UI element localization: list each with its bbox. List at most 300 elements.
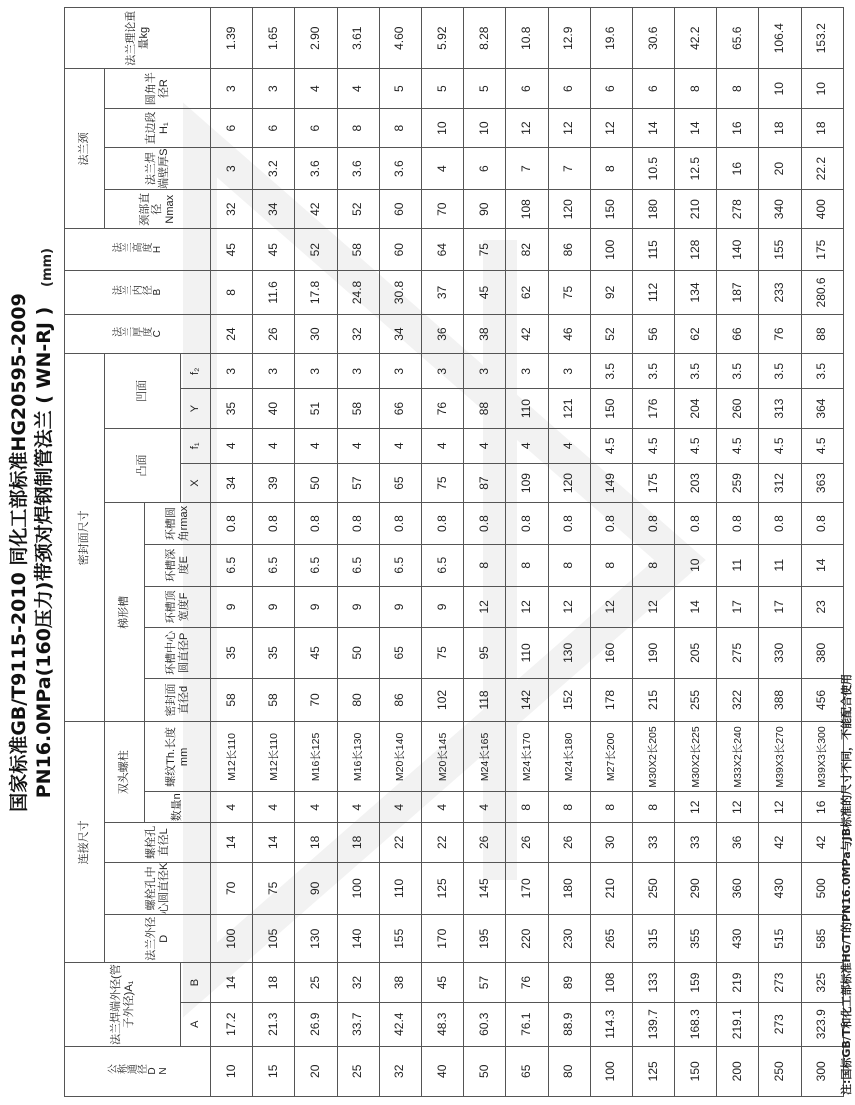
cell-n: 4 [337, 792, 379, 823]
header-S: 法兰焊端壁厚S [105, 148, 211, 190]
cell-P: 275 [717, 628, 759, 678]
cell-L: 36 [717, 823, 759, 862]
cell-kg: 1.39 [211, 8, 253, 69]
cell-L: 42 [801, 823, 843, 862]
cell-th: M39X3长300 [801, 722, 843, 792]
cell-N: 120 [548, 189, 590, 228]
cell-L: 18 [337, 823, 379, 862]
cell-L: 42 [759, 823, 801, 862]
cell-S: 3.6 [379, 148, 421, 190]
cell-f1: 4 [337, 428, 379, 463]
cell-N: 340 [759, 189, 801, 228]
cell-dn: 200 [717, 1046, 759, 1096]
cell-H1: 18 [759, 108, 801, 147]
cell-bore: 187 [717, 271, 759, 315]
cell-dn: 20 [295, 1046, 337, 1096]
cell-D: 140 [337, 915, 379, 963]
cell-b: 25 [295, 963, 337, 1002]
cell-K: 180 [548, 862, 590, 915]
cell-D: 220 [506, 915, 548, 963]
header-L: 螺栓孔直径L [105, 823, 211, 862]
cell-H: 45 [253, 229, 295, 271]
cell-d: 58 [211, 678, 253, 722]
table-row [506, 8, 548, 1097]
cell-F: 17 [759, 586, 801, 628]
cell-Y: 76 [421, 389, 463, 428]
header-R: 圆角半径R [105, 69, 211, 108]
cell-D: 100 [211, 915, 253, 963]
cell-X: 75 [421, 463, 463, 502]
cell-n: 8 [548, 792, 590, 823]
cell-a: 114.3 [590, 1002, 632, 1046]
cell-H1: 12 [548, 108, 590, 147]
cell-kg: 4.60 [379, 8, 421, 69]
cell-E: 6.5 [337, 544, 379, 586]
table-row [464, 8, 506, 1097]
cell-b: 325 [801, 963, 843, 1002]
cell-K: 170 [506, 862, 548, 915]
cell-a: 42.4 [379, 1002, 421, 1046]
header-K: 螺栓孔中心圆直径K [105, 862, 211, 915]
cell-N: 210 [675, 189, 717, 228]
cell-f2: 3 [295, 354, 337, 389]
cell-E: 11 [759, 544, 801, 586]
cell-kg: 42.2 [675, 8, 717, 69]
cell-f2: 3 [548, 354, 590, 389]
cell-F: 9 [379, 586, 421, 628]
table-body [211, 8, 844, 1097]
cell-f1: 4 [421, 428, 463, 463]
cell-D: 355 [675, 915, 717, 963]
cell-X: 34 [211, 463, 253, 502]
cell-C: 52 [590, 314, 632, 353]
cell-S: 3 [211, 148, 253, 190]
cell-E: 6.5 [253, 544, 295, 586]
cell-P: 35 [253, 628, 295, 678]
header-th: 螺纹Th.长度mm [145, 722, 211, 792]
cell-r: 0.8 [675, 503, 717, 545]
cell-S: 10.5 [632, 148, 674, 190]
cell-r: 0.8 [421, 503, 463, 545]
cell-th: M12长110 [211, 722, 253, 792]
table-row [421, 8, 463, 1097]
cell-P: 110 [506, 628, 548, 678]
cell-P: 95 [464, 628, 506, 678]
cell-b: 57 [464, 963, 506, 1002]
cell-K: 75 [253, 862, 295, 915]
header-neck-group: 法兰颈 [65, 69, 105, 229]
cell-b: 38 [379, 963, 421, 1002]
cell-a: 273 [759, 1002, 801, 1046]
cell-dn: 250 [759, 1046, 801, 1096]
header-r: 环槽圆角rmax [145, 503, 211, 545]
cell-X: 57 [337, 463, 379, 502]
cell-P: 205 [675, 628, 717, 678]
header-H: 法兰高度H [65, 229, 211, 271]
header-kg: 法兰理论重量kg [65, 8, 211, 69]
cell-a: 26.9 [295, 1002, 337, 1046]
cell-P: 330 [759, 628, 801, 678]
cell-Y: 313 [759, 389, 801, 428]
cell-E: 6.5 [379, 544, 421, 586]
cell-f1: 4.5 [759, 428, 801, 463]
cell-b: 219 [717, 963, 759, 1002]
cell-R: 4 [337, 69, 379, 108]
cell-b: 159 [675, 963, 717, 1002]
cell-H1: 12 [506, 108, 548, 147]
cell-D: 430 [717, 915, 759, 963]
cell-H1: 14 [675, 108, 717, 147]
cell-F: 12 [590, 586, 632, 628]
cell-f1: 4.5 [801, 428, 843, 463]
cell-F: 12 [548, 586, 590, 628]
cell-S: 20 [759, 148, 801, 190]
cell-n: 4 [379, 792, 421, 823]
table-row [590, 8, 632, 1097]
cell-th: M27长200 [590, 722, 632, 792]
header-stud-group: 双头螺柱 [105, 722, 145, 823]
cell-F: 23 [801, 586, 843, 628]
cell-a: 139.7 [632, 1002, 674, 1046]
cell-P: 75 [421, 628, 463, 678]
cell-n: 8 [632, 792, 674, 823]
cell-r: 0.8 [379, 503, 421, 545]
cell-L: 22 [421, 823, 463, 862]
cell-R: 8 [717, 69, 759, 108]
cell-H: 82 [506, 229, 548, 271]
cell-N: 180 [632, 189, 674, 228]
cell-f1: 4.5 [590, 428, 632, 463]
title-block [2, 0, 60, 1105]
cell-H1: 18 [801, 108, 843, 147]
cell-n: 4 [211, 792, 253, 823]
cell-H1: 14 [632, 108, 674, 147]
cell-N: 150 [590, 189, 632, 228]
cell-H1: 10 [421, 108, 463, 147]
cell-kg: 19.6 [590, 8, 632, 69]
cell-f2: 3.5 [759, 354, 801, 389]
cell-f1: 4 [464, 428, 506, 463]
table-row [253, 8, 295, 1097]
header-b: B [181, 963, 211, 1002]
cell-bore: 24.8 [337, 271, 379, 315]
cell-F: 14 [675, 586, 717, 628]
cell-H1: 6 [211, 108, 253, 147]
cell-C: 88 [801, 314, 843, 353]
cell-dn: 100 [590, 1046, 632, 1096]
cell-r: 0.8 [295, 503, 337, 545]
cell-K: 360 [717, 862, 759, 915]
cell-R: 4 [295, 69, 337, 108]
cell-dn: 150 [675, 1046, 717, 1096]
cell-S: 6 [464, 148, 506, 190]
cell-n: 12 [759, 792, 801, 823]
cell-n: 4 [464, 792, 506, 823]
title-line-2: PN16.0MPa(160压力)带颈对焊钢制管法兰 ( WN-RJ ) [33, 306, 55, 799]
cell-n: 8 [506, 792, 548, 823]
cell-r: 0.8 [717, 503, 759, 545]
cell-C: 76 [759, 314, 801, 353]
cell-kg: 3.61 [337, 8, 379, 69]
cell-K: 145 [464, 862, 506, 915]
cell-H1: 6 [295, 108, 337, 147]
header-connect-group: 连接尺寸 [65, 722, 105, 963]
cell-N: 34 [253, 189, 295, 228]
cell-F: 9 [295, 586, 337, 628]
cell-bore: 75 [548, 271, 590, 315]
cell-dn: 300 [801, 1046, 843, 1096]
cell-f1: 4 [379, 428, 421, 463]
cell-r: 0.8 [464, 503, 506, 545]
cell-X: 65 [379, 463, 421, 502]
cell-dn: 40 [421, 1046, 463, 1096]
cell-bore: 134 [675, 271, 717, 315]
cell-Y: 66 [379, 389, 421, 428]
cell-f2: 3.5 [632, 354, 674, 389]
cell-d: 58 [253, 678, 295, 722]
cell-f2: 3.5 [717, 354, 759, 389]
cell-K: 100 [337, 862, 379, 915]
cell-L: 26 [506, 823, 548, 862]
cell-F: 9 [421, 586, 463, 628]
header-trap-group: 梯形槽 [105, 503, 145, 722]
cell-S: 12.5 [675, 148, 717, 190]
cell-a: 48.3 [421, 1002, 463, 1046]
cell-X: 259 [717, 463, 759, 502]
cell-H1: 6 [253, 108, 295, 147]
cell-R: 5 [464, 69, 506, 108]
cell-dn: 10 [211, 1046, 253, 1096]
cell-Y: 110 [506, 389, 548, 428]
cell-f2: 3 [506, 354, 548, 389]
header-dn: 公称通径DN [65, 1046, 211, 1096]
cell-H1: 12 [590, 108, 632, 147]
cell-th: M24长165 [464, 722, 506, 792]
table-row [337, 8, 379, 1097]
cell-C: 38 [464, 314, 506, 353]
cell-H: 128 [675, 229, 717, 271]
unit-label: (mm) [40, 248, 55, 287]
footnote: 注:国标GB/T和化工部标准HG/T的PN16.0MPa与JB标准的尺寸不同，不能配合使用 [840, 673, 853, 1095]
cell-f1: 4 [211, 428, 253, 463]
table-row [295, 8, 337, 1097]
cell-r: 0.8 [632, 503, 674, 545]
cell-K: 90 [295, 862, 337, 915]
cell-C: 26 [253, 314, 295, 353]
cell-C: 34 [379, 314, 421, 353]
header-recess-group: 凹面 [105, 354, 181, 429]
cell-bore: 112 [632, 271, 674, 315]
cell-L: 22 [379, 823, 421, 862]
cell-a: 76.1 [506, 1002, 548, 1046]
cell-H1: 8 [379, 108, 421, 147]
cell-X: 203 [675, 463, 717, 502]
cell-dn: 80 [548, 1046, 590, 1096]
cell-f1: 4 [506, 428, 548, 463]
cell-Y: 204 [675, 389, 717, 428]
cell-N: 278 [717, 189, 759, 228]
cell-P: 50 [337, 628, 379, 678]
cell-d: 456 [801, 678, 843, 722]
cell-E: 6.5 [211, 544, 253, 586]
cell-th: M24长170 [506, 722, 548, 792]
header-f1: f₁ [181, 428, 211, 463]
cell-kg: 65.6 [717, 8, 759, 69]
cell-f1: 4 [253, 428, 295, 463]
cell-P: 380 [801, 628, 843, 678]
cell-H: 64 [421, 229, 463, 271]
cell-Y: 40 [253, 389, 295, 428]
table-row [379, 8, 421, 1097]
cell-d: 215 [632, 678, 674, 722]
cell-S: 3.6 [295, 148, 337, 190]
cell-N: 60 [379, 189, 421, 228]
cell-X: 312 [759, 463, 801, 502]
cell-kg: 10.8 [506, 8, 548, 69]
header-H1: 直边段H₁ [105, 108, 211, 147]
cell-L: 30 [590, 823, 632, 862]
cell-R: 3 [211, 69, 253, 108]
cell-Y: 35 [211, 389, 253, 428]
cell-n: 12 [717, 792, 759, 823]
header-Y: Y [181, 389, 211, 428]
cell-Y: 260 [717, 389, 759, 428]
cell-C: 36 [421, 314, 463, 353]
cell-E: 8 [590, 544, 632, 586]
cell-th: M33X2长240 [717, 722, 759, 792]
cell-R: 3 [253, 69, 295, 108]
cell-r: 0.8 [801, 503, 843, 545]
cell-R: 6 [506, 69, 548, 108]
cell-L: 14 [253, 823, 295, 862]
cell-n: 8 [590, 792, 632, 823]
cell-F: 9 [337, 586, 379, 628]
cell-d: 80 [337, 678, 379, 722]
cell-K: 210 [590, 862, 632, 915]
cell-r: 0.8 [548, 503, 590, 545]
cell-d: 102 [421, 678, 463, 722]
cell-H: 60 [379, 229, 421, 271]
cell-P: 65 [379, 628, 421, 678]
cell-d: 152 [548, 678, 590, 722]
cell-H1: 10 [464, 108, 506, 147]
cell-F: 12 [632, 586, 674, 628]
cell-P: 35 [211, 628, 253, 678]
cell-b: 133 [632, 963, 674, 1002]
header-d: 密封面直径d [145, 678, 211, 722]
cell-S: 3.2 [253, 148, 295, 190]
cell-f2: 3 [211, 354, 253, 389]
cell-bore: 280.6 [801, 271, 843, 315]
cell-Y: 364 [801, 389, 843, 428]
cell-K: 430 [759, 862, 801, 915]
cell-Y: 121 [548, 389, 590, 428]
cell-b: 273 [759, 963, 801, 1002]
header-seal-group: 密封面尺寸 [65, 354, 105, 722]
cell-F: 12 [506, 586, 548, 628]
cell-S: 3.6 [337, 148, 379, 190]
cell-E: 6.5 [295, 544, 337, 586]
cell-kg: 2.90 [295, 8, 337, 69]
cell-th: M12长110 [253, 722, 295, 792]
cell-H: 115 [632, 229, 674, 271]
cell-H: 58 [337, 229, 379, 271]
cell-H: 155 [759, 229, 801, 271]
cell-P: 130 [548, 628, 590, 678]
cell-X: 39 [253, 463, 295, 502]
cell-E: 8 [548, 544, 590, 586]
cell-kg: 12.9 [548, 8, 590, 69]
cell-E: 8 [506, 544, 548, 586]
header-C: 法兰厚度C [65, 314, 211, 353]
header-od-group: 法兰焊端外径(管子外径)A₁ [65, 963, 181, 1046]
cell-Y: 51 [295, 389, 337, 428]
cell-b: 108 [590, 963, 632, 1002]
cell-K: 110 [379, 862, 421, 915]
title-line-1: 国家标准GB/T9115-2010 同化工部标准HG20595-2009 [8, 293, 30, 812]
cell-F: 12 [464, 586, 506, 628]
cell-a: 17.2 [211, 1002, 253, 1046]
cell-dn: 15 [253, 1046, 295, 1096]
cell-f2: 3 [379, 354, 421, 389]
cell-S: 4 [421, 148, 463, 190]
cell-a: 88.9 [548, 1002, 590, 1046]
header-raised-group: 凸面 [105, 428, 181, 502]
cell-R: 10 [759, 69, 801, 108]
table-row [632, 8, 674, 1097]
cell-dn: 50 [464, 1046, 506, 1096]
cell-r: 0.8 [590, 503, 632, 545]
cell-th: M30X2长205 [632, 722, 674, 792]
cell-L: 33 [632, 823, 674, 862]
cell-kg: 8.28 [464, 8, 506, 69]
cell-K: 290 [675, 862, 717, 915]
cell-bore: 233 [759, 271, 801, 315]
cell-D: 585 [801, 915, 843, 963]
cell-d: 255 [675, 678, 717, 722]
cell-D: 265 [590, 915, 632, 963]
cell-C: 32 [337, 314, 379, 353]
cell-f1: 4 [295, 428, 337, 463]
cell-P: 45 [295, 628, 337, 678]
cell-X: 363 [801, 463, 843, 502]
cell-th: M24长180 [548, 722, 590, 792]
cell-dn: 32 [379, 1046, 421, 1096]
cell-H: 75 [464, 229, 506, 271]
cell-F: 17 [717, 586, 759, 628]
cell-f2: 3.5 [590, 354, 632, 389]
cell-f1: 4 [548, 428, 590, 463]
cell-f2: 3 [253, 354, 295, 389]
header-f2: f₂ [181, 354, 211, 389]
header-a: A [181, 1002, 211, 1046]
cell-d: 118 [464, 678, 506, 722]
cell-R: 5 [421, 69, 463, 108]
header-bore: 法兰内径B [65, 271, 211, 315]
cell-P: 190 [632, 628, 674, 678]
cell-L: 26 [548, 823, 590, 862]
cell-H: 175 [801, 229, 843, 271]
cell-n: 12 [675, 792, 717, 823]
cell-d: 322 [717, 678, 759, 722]
cell-f2: 3.5 [675, 354, 717, 389]
cell-R: 5 [379, 69, 421, 108]
cell-F: 9 [253, 586, 295, 628]
cell-b: 89 [548, 963, 590, 1002]
cell-H: 45 [211, 229, 253, 271]
cell-E: 10 [675, 544, 717, 586]
header-X: X [181, 463, 211, 502]
